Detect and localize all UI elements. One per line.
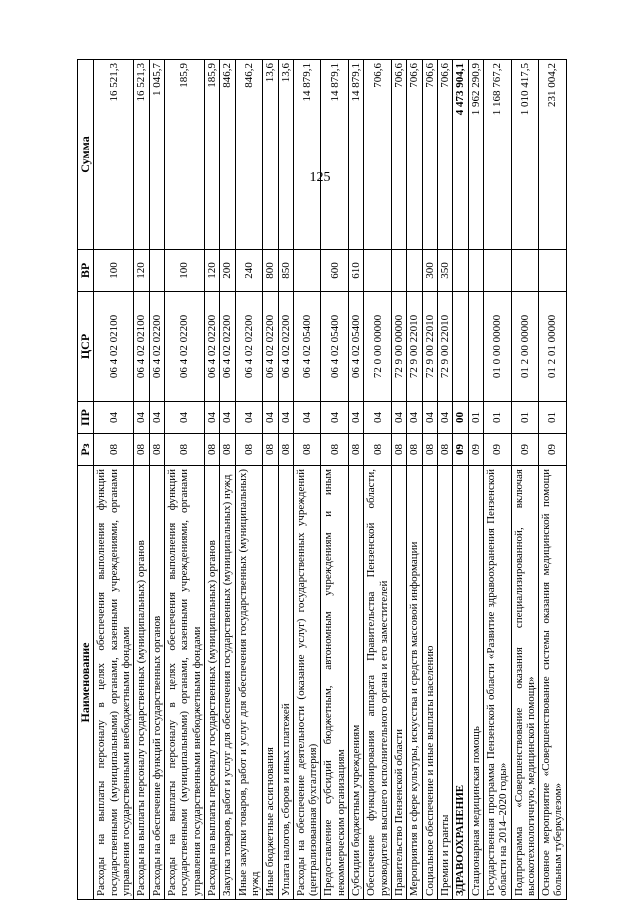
cell-vr xyxy=(407,250,422,292)
cell-rz: 08 xyxy=(437,434,452,466)
table-row xyxy=(468,60,483,900)
header-rz: Рз xyxy=(78,434,94,466)
cell-sum: 1 168 767,2 xyxy=(483,60,511,250)
cell-pr: 04 xyxy=(149,402,164,434)
cell-vr: 850 xyxy=(278,250,293,292)
cell-vr: 120 xyxy=(204,250,219,292)
cell-vr xyxy=(149,250,164,292)
table-header-row xyxy=(78,60,94,900)
table-row xyxy=(204,60,219,900)
cell-rz: 08 xyxy=(407,434,422,466)
cell-sum: 1 045,7 xyxy=(149,60,164,250)
cell-vr: 600 xyxy=(321,250,349,292)
cell-name: Правительство Пензенской области xyxy=(392,466,407,900)
cell-sum: 13,6 xyxy=(263,60,278,250)
cell-sum: 706,6 xyxy=(392,60,407,250)
cell-name: Социальное обеспечение и иные выплаты населению xyxy=(422,466,437,900)
table-row xyxy=(149,60,164,900)
cell-name: Уплата налогов, сборов и иных платежей xyxy=(278,466,293,900)
cell-csr: 72 9 00 22010 xyxy=(437,292,452,402)
cell-vr: 120 xyxy=(134,250,149,292)
cell-name: Иные закупки товаров, работ и услуг для обеспечения государственных (муниципальных) нужд xyxy=(235,466,263,900)
cell-csr: 72 9 00 22010 xyxy=(407,292,422,402)
cell-rz: 08 xyxy=(278,434,293,466)
cell-rz: 08 xyxy=(204,434,219,466)
table-row xyxy=(407,60,422,900)
cell-vr: 240 xyxy=(235,250,263,292)
cell-name: Иные бюджетные ассигнования xyxy=(263,466,278,900)
cell-sum: 706,6 xyxy=(407,60,422,250)
cell-sum: 185,9 xyxy=(165,60,205,250)
cell-csr: 06 4 02 02200 xyxy=(220,292,235,402)
table-row xyxy=(437,60,452,900)
cell-pr: 00 xyxy=(453,402,468,434)
cell-csr: 01 0 00 00000 xyxy=(483,292,511,402)
table-row xyxy=(539,60,567,900)
cell-csr: 06 4 02 02200 xyxy=(263,292,278,402)
table-row xyxy=(263,60,278,900)
cell-csr: 06 4 02 02200 xyxy=(235,292,263,402)
cell-name: Государственная программа Пензенской области «Развитие здравоохранения Пензенской области на 2014–2020 годы» xyxy=(483,466,511,900)
table-row xyxy=(321,60,349,900)
cell-sum: 706,6 xyxy=(437,60,452,250)
cell-rz: 08 xyxy=(392,434,407,466)
cell-pr: 04 xyxy=(94,402,134,434)
cell-name: Основное мероприятие «Совершенствование системы оказания медицинской помощи больным туберкулезом» xyxy=(539,466,567,900)
table-row xyxy=(94,60,134,900)
cell-csr xyxy=(453,292,468,402)
cell-sum: 16 521,3 xyxy=(134,60,149,250)
cell-csr: 06 4 02 02200 xyxy=(149,292,164,402)
cell-csr: 72 9 00 22010 xyxy=(422,292,437,402)
cell-csr: 06 4 02 05400 xyxy=(349,292,364,402)
cell-rz: 09 xyxy=(483,434,511,466)
cell-sum: 706,6 xyxy=(422,60,437,250)
cell-rz: 08 xyxy=(263,434,278,466)
table-row xyxy=(453,60,468,900)
cell-csr: 06 4 02 02200 xyxy=(278,292,293,402)
cell-rz: 08 xyxy=(321,434,349,466)
cell-name: Расходы на обеспечение функций государственных органов xyxy=(149,466,164,900)
cell-vr: 800 xyxy=(263,250,278,292)
cell-name: Расходы на выплаты персоналу в целях обеспечения выполнения функций государственными (муниципальными) органами, казенными учреждениями, органами управления государственными внебюджетными фондами xyxy=(165,466,205,900)
cell-csr: 01 2 00 00000 xyxy=(511,292,539,402)
cell-pr: 04 xyxy=(134,402,149,434)
cell-vr xyxy=(392,250,407,292)
cell-rz: 08 xyxy=(293,434,321,466)
cell-pr: 01 xyxy=(483,402,511,434)
table-row xyxy=(422,60,437,900)
cell-pr: 04 xyxy=(437,402,452,434)
cell-name: Предоставление субсидий бюджетным, автономным учреждениям и иным некоммерческим организациям xyxy=(321,466,349,900)
cell-rz: 09 xyxy=(539,434,567,466)
cell-sum: 14 879,1 xyxy=(321,60,349,250)
table-row xyxy=(392,60,407,900)
cell-name: Расходы на обеспечение деятельности (оказание услуг) государственных учреждений (централизованная бухгалтерия) xyxy=(293,466,321,900)
cell-rz: 08 xyxy=(134,434,149,466)
table-row xyxy=(235,60,263,900)
table-row xyxy=(349,60,364,900)
cell-rz: 08 xyxy=(422,434,437,466)
cell-pr: 04 xyxy=(263,402,278,434)
cell-sum: 16 521,3 xyxy=(94,60,134,250)
cell-name: ЗДРАВООХРАНЕНИЕ xyxy=(453,466,468,900)
cell-sum: 14 879,1 xyxy=(293,60,321,250)
cell-sum: 185,9 xyxy=(204,60,219,250)
cell-pr: 01 xyxy=(468,402,483,434)
cell-name: Мероприятия в сфере культуры, искусства и средств массовой информации xyxy=(407,466,422,900)
budget-table xyxy=(77,59,567,900)
cell-pr: 01 xyxy=(539,402,567,434)
cell-csr: 06 4 02 02100 xyxy=(134,292,149,402)
cell-sum: 13,6 xyxy=(278,60,293,250)
cell-csr: 06 4 02 02200 xyxy=(204,292,219,402)
cell-rz: 09 xyxy=(453,434,468,466)
cell-pr: 04 xyxy=(293,402,321,434)
cell-csr: 06 4 02 02100 xyxy=(94,292,134,402)
cell-name: Подпрограмма «Совершенствование оказания специализированной, включая высокотехнологичную, медицинской помощи» xyxy=(511,466,539,900)
cell-sum: 846,2 xyxy=(220,60,235,250)
cell-sum: 706,6 xyxy=(364,60,392,250)
cell-csr xyxy=(468,292,483,402)
cell-name: Субсидии бюджетным учреждениям xyxy=(349,466,364,900)
cell-vr xyxy=(293,250,321,292)
cell-vr: 100 xyxy=(165,250,205,292)
header-csr: ЦСР xyxy=(78,292,94,402)
cell-sum: 1 962 290,9 xyxy=(468,60,483,250)
page-number: 125 xyxy=(309,170,331,185)
cell-vr xyxy=(483,250,511,292)
header-vr: ВР xyxy=(78,250,94,292)
cell-sum: 231 004,2 xyxy=(539,60,567,250)
header-pr: ПР xyxy=(78,402,94,434)
cell-vr: 610 xyxy=(349,250,364,292)
cell-rz: 08 xyxy=(349,434,364,466)
cell-csr: 06 4 02 05400 xyxy=(321,292,349,402)
table-row xyxy=(165,60,205,900)
cell-pr: 04 xyxy=(364,402,392,434)
cell-sum: 1 010 417,5 xyxy=(511,60,539,250)
cell-vr: 350 xyxy=(437,250,452,292)
cell-csr: 72 9 00 00000 xyxy=(392,292,407,402)
cell-vr xyxy=(511,250,539,292)
cell-pr: 04 xyxy=(321,402,349,434)
cell-csr: 06 4 02 02200 xyxy=(165,292,205,402)
cell-pr: 04 xyxy=(278,402,293,434)
cell-pr: 04 xyxy=(392,402,407,434)
cell-vr xyxy=(364,250,392,292)
cell-sum: 14 879,1 xyxy=(349,60,364,250)
cell-rz: 08 xyxy=(235,434,263,466)
budget-table-container xyxy=(77,60,622,900)
cell-vr: 200 xyxy=(220,250,235,292)
cell-name: Закупка товаров, работ и услуг для обеспечения государственных (муниципальных) нужд xyxy=(220,466,235,900)
cell-rz: 08 xyxy=(149,434,164,466)
cell-rz: 08 xyxy=(165,434,205,466)
cell-vr: 300 xyxy=(422,250,437,292)
cell-rz: 08 xyxy=(94,434,134,466)
cell-vr xyxy=(468,250,483,292)
table-row xyxy=(134,60,149,900)
cell-rz: 08 xyxy=(220,434,235,466)
cell-rz: 09 xyxy=(468,434,483,466)
cell-pr: 04 xyxy=(220,402,235,434)
cell-pr: 04 xyxy=(422,402,437,434)
cell-rz: 09 xyxy=(511,434,539,466)
cell-pr: 04 xyxy=(165,402,205,434)
header-name: Наименование xyxy=(78,466,94,900)
cell-sum: 4 473 904,1 xyxy=(453,60,468,250)
cell-vr xyxy=(539,250,567,292)
table-row xyxy=(278,60,293,900)
cell-name: Расходы на выплаты персоналу государственных (муниципальных) органов xyxy=(134,466,149,900)
cell-csr: 72 0 00 00000 xyxy=(364,292,392,402)
cell-vr: 100 xyxy=(94,250,134,292)
cell-name: Обеспечение функционирования аппарата Правительства Пензенской области, руководителя высшего исполнительного органа и его заместителей xyxy=(364,466,392,900)
cell-rz: 08 xyxy=(364,434,392,466)
table-row xyxy=(511,60,539,900)
cell-pr: 04 xyxy=(204,402,219,434)
table-row xyxy=(364,60,392,900)
cell-name: Расходы на выплаты персоналу государственных (муниципальных) органов xyxy=(204,466,219,900)
table-row xyxy=(220,60,235,900)
cell-csr: 01 2 01 00000 xyxy=(539,292,567,402)
cell-vr xyxy=(453,250,468,292)
cell-pr: 01 xyxy=(511,402,539,434)
header-sum: Сумма xyxy=(78,60,94,250)
cell-name: Стационарная медицинская помощь xyxy=(468,466,483,900)
table-row xyxy=(483,60,511,900)
cell-csr: 06 4 02 05400 xyxy=(293,292,321,402)
cell-pr: 04 xyxy=(349,402,364,434)
table-row xyxy=(293,60,321,900)
cell-pr: 04 xyxy=(407,402,422,434)
cell-pr: 04 xyxy=(235,402,263,434)
cell-name: Расходы на выплаты персоналу в целях обеспечения выполнения функций государственными (муниципальными) органами, казенными учреждениями, органами управления государственными внебюджетными фондами xyxy=(94,466,134,900)
cell-sum: 846,2 xyxy=(235,60,263,250)
cell-name: Премии и гранты xyxy=(437,466,452,900)
